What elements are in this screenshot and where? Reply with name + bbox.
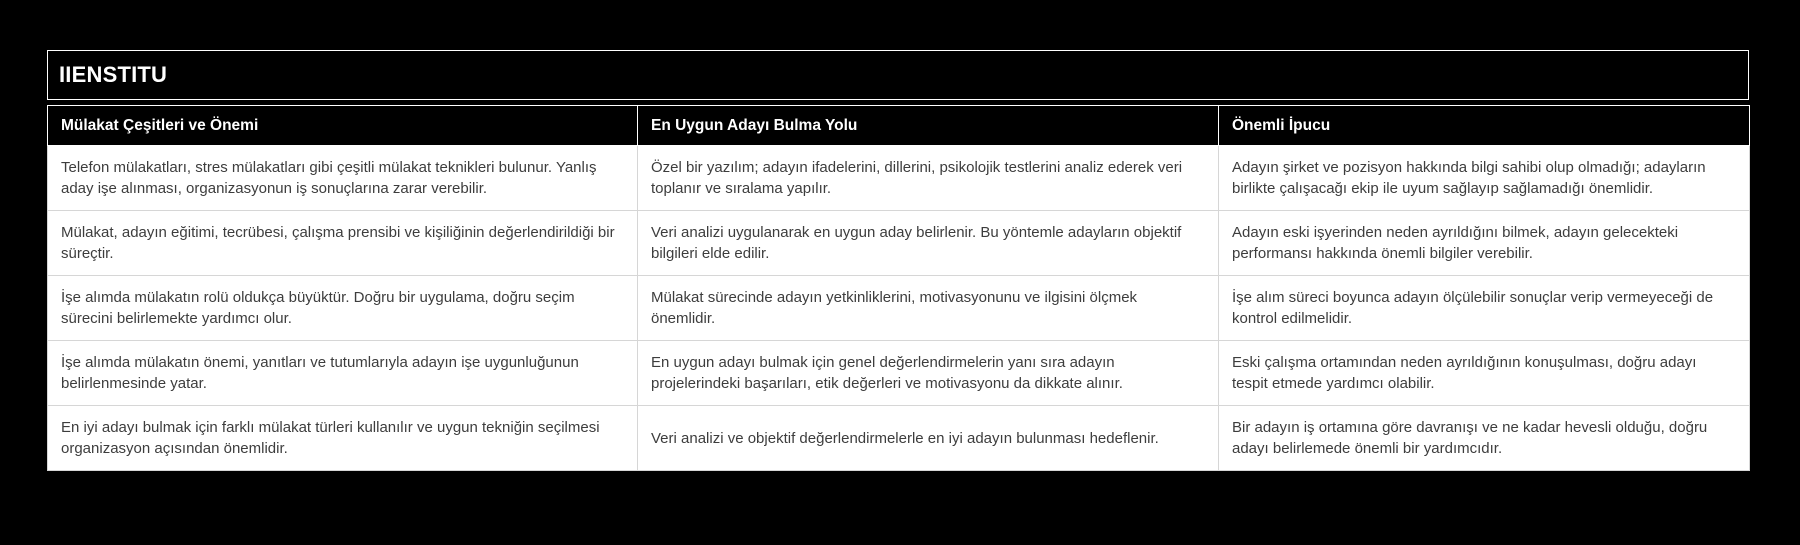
table-cell: Adayın şirket ve pozisyon hakkında bilgi sahibi olup olmadığı; adayların birlikte çalışacağı ekip ile uyum sağlayıp sağlamadığı önemlidir.	[1219, 146, 1750, 211]
table-row	[48, 341, 1750, 406]
column-header: Önemli İpucu	[1219, 106, 1750, 146]
table-row	[48, 211, 1750, 276]
table-header	[48, 106, 1750, 146]
table-header-row	[48, 106, 1750, 146]
page-title: IIENSTITU	[59, 62, 168, 87]
table-cell: En uygun adayı bulmak için genel değerlendirmelerin yanı sıra adayın projelerindeki başarıları, etik değerleri ve motivasyonu da dikkate alınır.	[638, 341, 1219, 406]
table-cell: Bir adayın iş ortamına göre davranışı ve ne kadar hevesli olduğu, doğru adayı belirlemede önemli bir yardımcıdır.	[1219, 406, 1750, 471]
table-row	[48, 406, 1750, 471]
table-cell: İşe alımda mülakatın rolü oldukça büyüktür. Doğru bir uygulama, doğru seçim sürecini belirlemekte yardımcı olur.	[48, 276, 638, 341]
column-header: En Uygun Adayı Bulma Yolu	[638, 106, 1219, 146]
table-body	[48, 146, 1750, 471]
table-cell: Eski çalışma ortamından neden ayrıldığının konuşulması, doğru adayı tespit etmede yardımcı olabilir.	[1219, 341, 1750, 406]
table-cell: Mülakat, adayın eğitimi, tecrübesi, çalışma prensibi ve kişiliğinin değerlendirildiği bir süreçtir.	[48, 211, 638, 276]
table-cell: İşe alım süreci boyunca adayın ölçülebilir sonuçlar verip vermeyeceği de kontrol edilmelidir.	[1219, 276, 1750, 341]
column-header: Mülakat Çeşitleri ve Önemi	[48, 106, 638, 146]
table-cell: En iyi adayı bulmak için farklı mülakat türleri kullanılır ve uygun tekniğin seçilmesi organizasyon açısından önemlidir.	[48, 406, 638, 471]
table-cell: Özel bir yazılım; adayın ifadelerini, dillerini, psikolojik testlerini analiz ederek veri toplanır ve sıralama yapılır.	[638, 146, 1219, 211]
table-cell: Adayın eski işyerinden neden ayrıldığını bilmek, adayın gelecekteki performansı hakkında önemli bilgiler verebilir.	[1219, 211, 1750, 276]
title-card	[47, 50, 1749, 100]
table-cell: Veri analizi ve objektif değerlendirmelerle en iyi adayın bulunması hedeflenir.	[638, 406, 1219, 471]
table-row	[48, 276, 1750, 341]
interview-info-table	[47, 105, 1750, 471]
content-card	[47, 50, 1749, 471]
table-cell: Telefon mülakatları, stres mülakatları gibi çeşitli mülakat teknikleri bulunur. Yanlış aday işe alınması, organizasyonun iş sonuçlarına zarar verebilir.	[48, 146, 638, 211]
table-row	[48, 146, 1750, 211]
table-cell: İşe alımda mülakatın önemi, yanıtları ve tutumlarıyla adayın işe uygunluğunun belirlenmesinde yatar.	[48, 341, 638, 406]
table-cell: Mülakat sürecinde adayın yetkinliklerini, motivasyonunu ve ilgisini ölçmek önemlidir.	[638, 276, 1219, 341]
table-cell: Veri analizi uygulanarak en uygun aday belirlenir. Bu yöntemle adayların objektif bilgileri elde edilir.	[638, 211, 1219, 276]
